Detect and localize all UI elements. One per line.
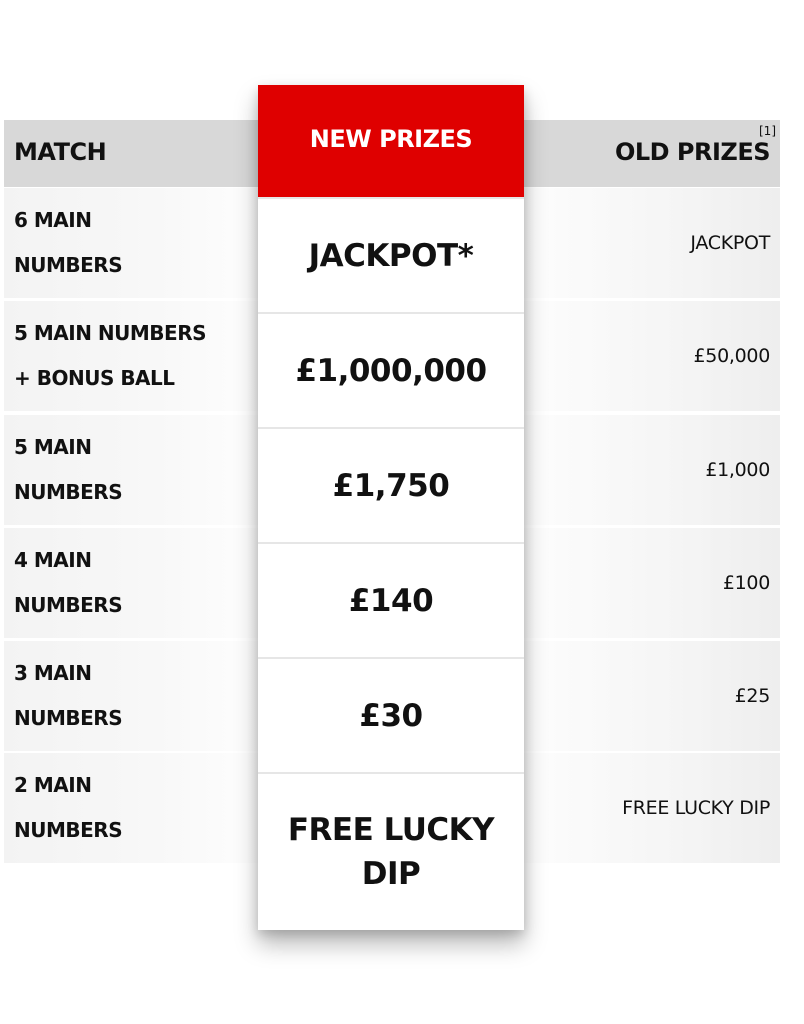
new-prize-value: JACKPOT* [308, 237, 474, 274]
match-condition [14, 311, 254, 401]
new-prize-cell [258, 312, 524, 427]
old-prize-value: FREE LUCKY DIP [622, 797, 770, 819]
match-line-2: + BONUS BALL [14, 366, 175, 390]
new-prize-cell [258, 427, 524, 542]
match-line-2: NUMBERS [14, 480, 123, 504]
old-prize-cell [524, 528, 780, 638]
match-condition [14, 425, 254, 515]
new-prizes-column-header: NEW PRIZES [258, 85, 524, 197]
new-prize-value: £1,750 [332, 467, 450, 504]
new-prize-cell [258, 197, 524, 312]
match-line-2: NUMBERS [14, 818, 123, 842]
old-prize-cell [524, 753, 780, 863]
match-cell [4, 188, 258, 298]
old-prizes-column-header: OLD PRIZES [614, 138, 770, 166]
prize-comparison-table [4, 0, 780, 1024]
match-line-1: 2 MAIN [14, 773, 92, 797]
new-prize-cell [258, 772, 524, 930]
old-prize-value: £25 [734, 685, 770, 707]
new-prize-value: £30 [359, 697, 423, 734]
match-line-1: 5 MAIN [14, 435, 92, 459]
match-cell [4, 301, 258, 411]
match-line-1: 5 MAIN NUMBERS [14, 321, 206, 345]
old-prize-value: £50,000 [693, 345, 770, 367]
new-prize-line-1: FREE LUCKY [287, 812, 495, 848]
new-prize-line-2: DIP [361, 856, 421, 892]
match-line-2: NUMBERS [14, 593, 123, 617]
match-cell [4, 641, 258, 751]
match-cell [4, 528, 258, 638]
match-line-1: 4 MAIN [14, 548, 92, 572]
old-prize-cell [524, 188, 780, 298]
footnote-reference[interactable]: [1] [759, 124, 776, 138]
new-prize-cell [258, 657, 524, 772]
new-prize-cell [258, 542, 524, 657]
match-line-1: 3 MAIN [14, 661, 92, 685]
match-column-header: MATCH [14, 138, 107, 166]
match-condition [14, 538, 254, 628]
match-condition [14, 198, 254, 288]
new-prize-value: £1,000,000 [295, 352, 487, 389]
old-prize-cell [524, 415, 780, 525]
new-prize-value: £140 [348, 582, 434, 619]
match-condition [14, 651, 254, 741]
old-prize-value: JACKPOT [690, 232, 770, 254]
match-condition [14, 763, 254, 853]
old-prize-value: £1,000 [705, 459, 770, 481]
match-cell [4, 753, 258, 863]
match-cell [4, 415, 258, 525]
old-prize-cell [524, 641, 780, 751]
match-line-2: NUMBERS [14, 706, 123, 730]
new-prizes-column [258, 85, 524, 930]
new-prize-value [288, 808, 494, 896]
match-line-2: NUMBERS [14, 253, 123, 277]
old-prize-cell [524, 301, 780, 411]
old-prize-value: £100 [722, 572, 770, 594]
match-line-1: 6 MAIN [14, 208, 92, 232]
